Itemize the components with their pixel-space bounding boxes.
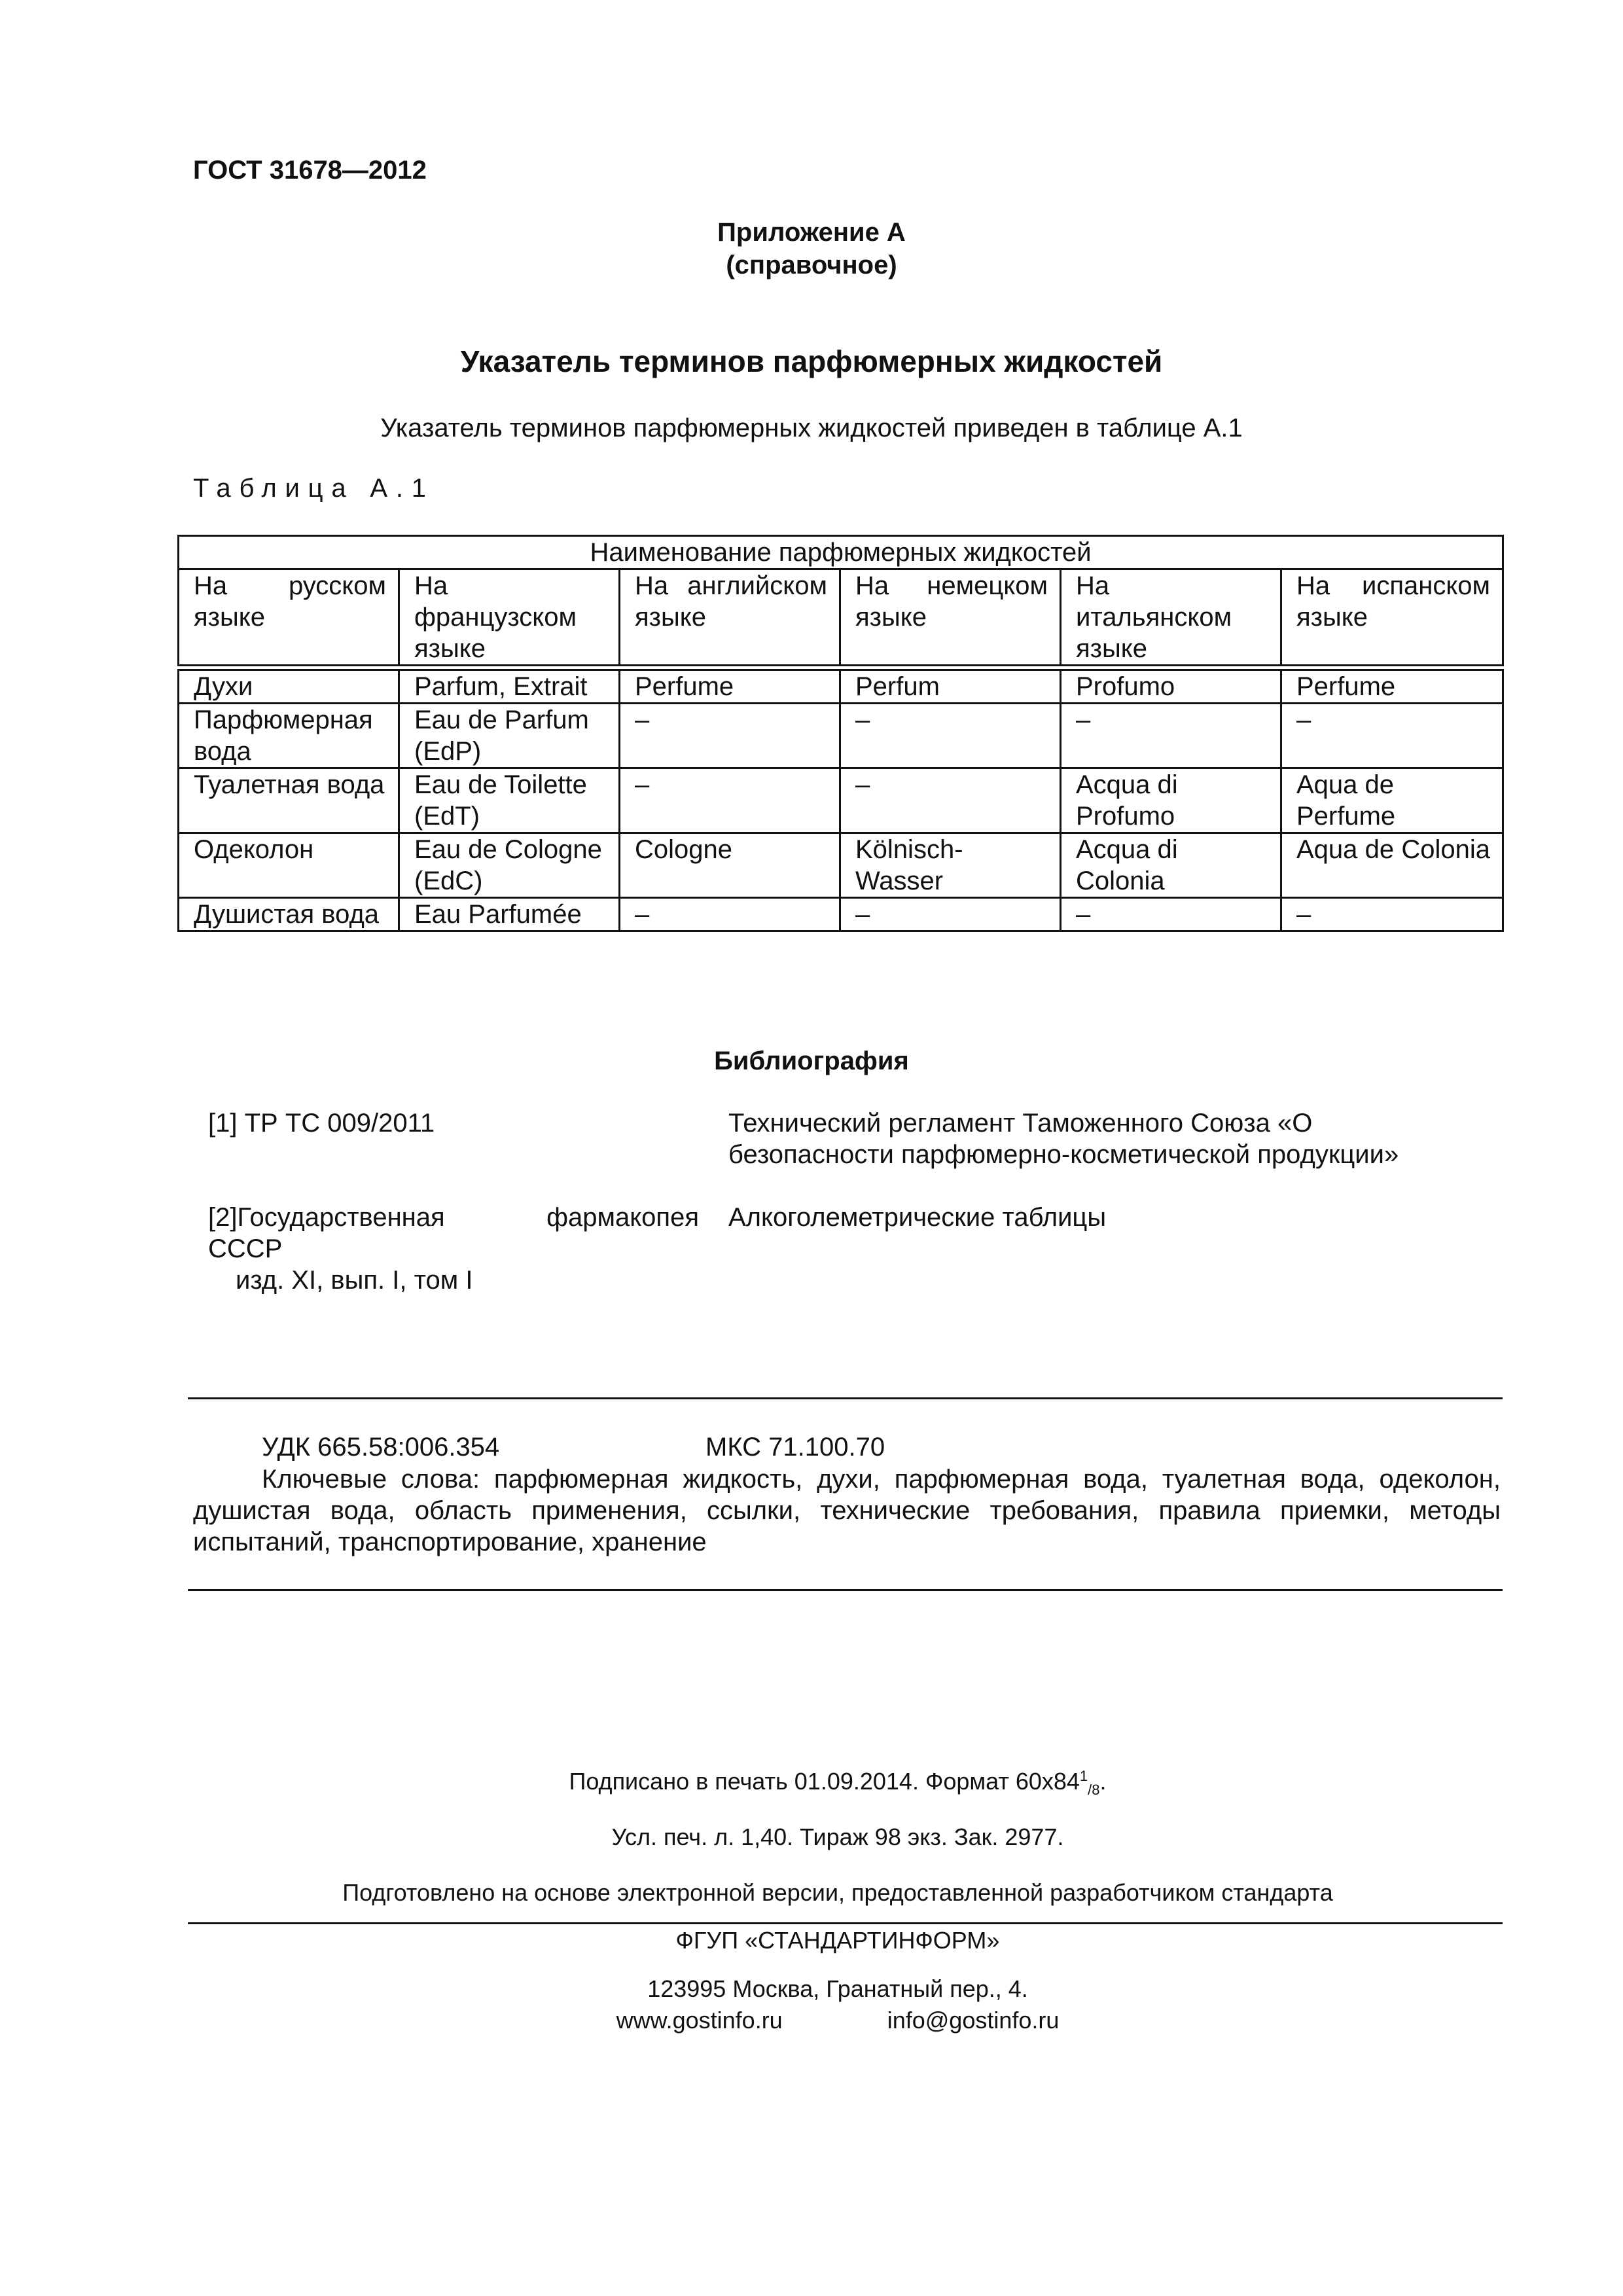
column-header-french: На французском языке <box>399 569 620 668</box>
table-cell: Aqua de Colonia <box>1281 833 1503 898</box>
column-header-spanish: На испанском языке <box>1281 569 1503 668</box>
imprint-contacts <box>0 2006 1623 2034</box>
table-cell: Душистая вода <box>179 898 399 931</box>
table-cell: Одеколон <box>179 833 399 898</box>
imprint-print-info: Усл. печ. л. 1,40. Тираж 98 экз. Зак. 2977. <box>611 1823 1064 1850</box>
bibliography-ref-part: СССР <box>208 1234 283 1263</box>
table-cell: Eau Parfumée <box>399 898 620 931</box>
table-cell: – <box>840 898 1061 931</box>
table-cell: Perfume <box>620 668 840 704</box>
column-header-english: На английском языке <box>620 569 840 668</box>
bibliography-item-1-text: Технический регламент Таможенного Союза «О безопасности парфюмерно-косметической продукции» <box>728 1109 1399 1169</box>
table-row <box>179 768 1503 833</box>
imprint-signed <box>0 1767 1623 1799</box>
divider <box>188 1922 1503 1924</box>
table-cell: Perfum <box>840 668 1061 704</box>
terms-table <box>177 535 1504 932</box>
imprint-publisher: ФГУП «СТАНДАРТИНФОРМ» <box>675 1927 1000 1954</box>
divider <box>188 1397 1503 1399</box>
standard-code: ГОСТ 31678—2012 <box>193 156 427 185</box>
imprint-address: 123995 Москва, Гранатный пер., 4. <box>647 1975 1028 2002</box>
mks-code: МКС 71.100.70 <box>705 1433 885 1462</box>
column-header-russian: На русском языке <box>179 569 399 668</box>
bibliography-title: Библиография <box>714 1047 909 1075</box>
imprint-signed-text: Подписано в печать 01.09.2014. Формат 60х84 <box>569 1768 1080 1795</box>
table-cell: – <box>1061 898 1281 931</box>
table-cell: – <box>1061 704 1281 768</box>
table-row <box>179 668 1503 704</box>
table-group-header: Наименование парфюмерных жидкостей <box>179 536 1503 569</box>
udk-code: УДК 665.58:006.354 <box>262 1433 500 1462</box>
format-end: . <box>1099 1768 1107 1795</box>
table-cell: Eau de Toilette (EdT) <box>399 768 620 833</box>
appendix-type: (справочное) <box>726 251 897 279</box>
table-cell: Profumo <box>1061 668 1281 704</box>
bibliography-item-2-text: Алкоголеметрические таблицы <box>728 1203 1107 1232</box>
format-numerator: 1 <box>1079 1768 1088 1784</box>
appendix-label: Приложение А <box>717 218 906 247</box>
table-cell: Парфюмерная вода <box>179 704 399 768</box>
divider <box>188 1589 1503 1591</box>
table-cell: Aqua de Perfume <box>1281 768 1503 833</box>
table-cell: Acqua di Colonia <box>1061 833 1281 898</box>
table-cell: – <box>840 704 1061 768</box>
column-header-german: На немецком языке <box>840 569 1061 668</box>
table-cell: Parfum, Extrait <box>399 668 620 704</box>
table-row <box>179 898 1503 931</box>
table-cell: – <box>620 768 840 833</box>
table-cell: – <box>620 898 840 931</box>
table-cell: Eau de Cologne (EdC) <box>399 833 620 898</box>
table-cell: Acqua di Profumo <box>1061 768 1281 833</box>
table-cell: Kölnisch-Wasser <box>840 833 1061 898</box>
page-title: Указатель терминов парфюмерных жидкостей <box>460 344 1163 378</box>
table-cell: Eau de Parfum (EdP) <box>399 704 620 768</box>
table-cell: Туалетная вода <box>179 768 399 833</box>
table-cell: – <box>840 768 1061 833</box>
bibliography-ref-part: [2]Государственная <box>208 1203 445 1232</box>
table-cell: – <box>1281 898 1503 931</box>
bibliography-item-2-ref <box>208 1202 699 1296</box>
table-caption: Таблица А.1 <box>193 474 435 503</box>
table-row <box>179 704 1503 768</box>
email-link[interactable]: info@gostinfo.ru <box>887 2007 1060 2034</box>
imprint-prepared: Подготовлено на основе электронной версии, предоставленной разработчиком стандарта <box>342 1879 1333 1906</box>
bibliography-ref-part: изд. XI, вып. I, том I <box>236 1266 473 1295</box>
website-link[interactable]: www.gostinfo.ru <box>616 2007 783 2034</box>
bibliography-ref-part: фармакопея <box>546 1203 699 1232</box>
keywords: Ключевые слова: парфюмерная жидкость, духи, парфюмерная вода, туалетная вода, одеколон, душистая вода, область применения, ссылки, технические требования, правила приемки, методы испытаний, транспортирование, хранение <box>193 1465 1501 1556</box>
column-header-italian: На итальянском языке <box>1061 569 1281 668</box>
intro-text: Указатель терминов парфюмерных жидкостей приведен в таблице А.1 <box>380 414 1243 442</box>
table-cell: Духи <box>179 668 399 704</box>
table-column-headers <box>179 569 1503 668</box>
table-cell: – <box>620 704 840 768</box>
table-cell: Perfume <box>1281 668 1503 704</box>
bibliography-item-1-ref: [1] ТР ТС 009/2011 <box>208 1109 435 1138</box>
table-cell: – <box>1281 704 1503 768</box>
appendix-heading <box>0 216 1623 281</box>
table-cell: Cologne <box>620 833 840 898</box>
table-row <box>179 833 1503 898</box>
format-denominator: /8 <box>1088 1782 1100 1799</box>
